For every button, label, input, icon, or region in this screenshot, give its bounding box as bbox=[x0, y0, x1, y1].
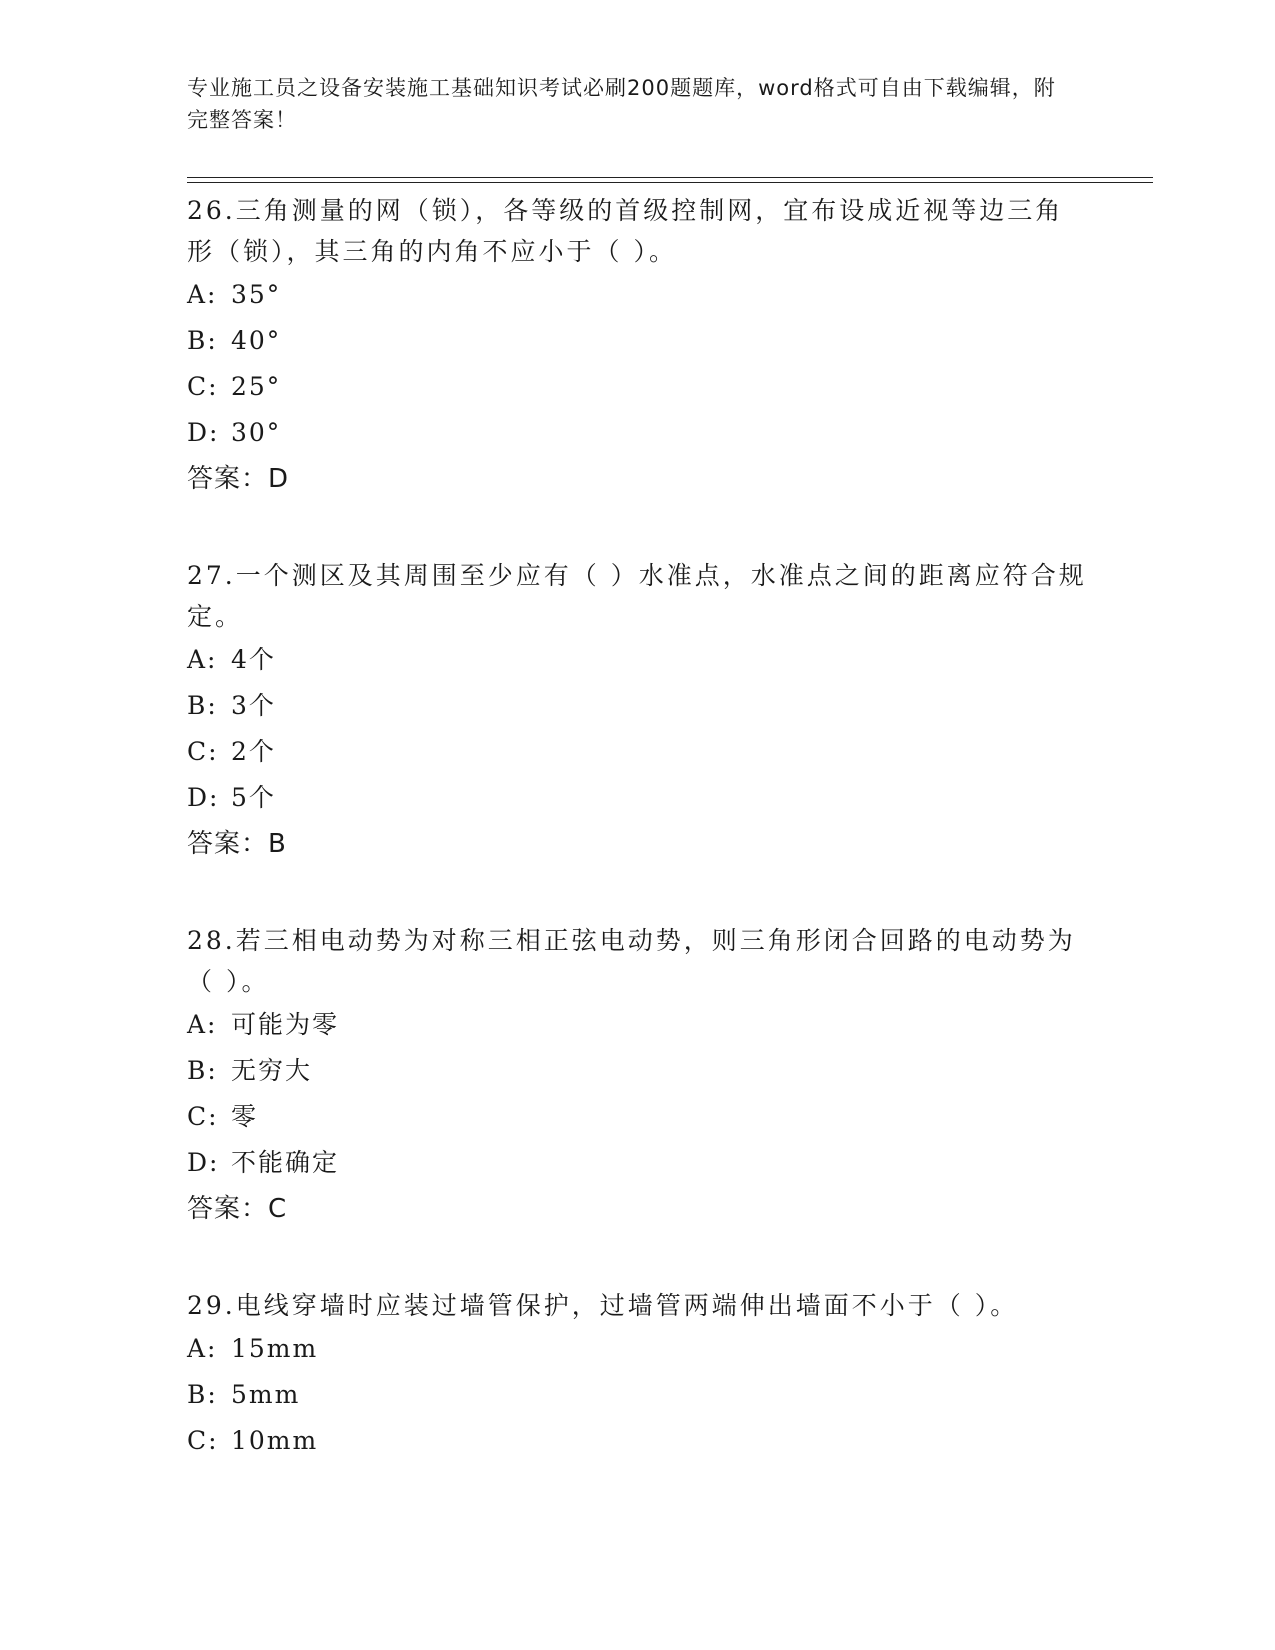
option-letter: D: bbox=[187, 1148, 220, 1177]
option-text: 3个 bbox=[231, 691, 276, 720]
question-27 bbox=[187, 555, 1087, 867]
option-letter: A: bbox=[187, 1010, 218, 1039]
header-divider-top bbox=[187, 177, 1153, 178]
question-26 bbox=[187, 190, 1087, 502]
option-text: 5个 bbox=[231, 783, 276, 812]
option-letter: B: bbox=[187, 326, 218, 355]
option-b bbox=[187, 318, 1087, 364]
header-divider-bottom bbox=[187, 182, 1153, 183]
option-a bbox=[187, 1326, 1087, 1372]
option-c bbox=[187, 364, 1087, 410]
option-text: 可能为零 bbox=[231, 1010, 340, 1039]
question-stem: 29.电线穿墙时应装过墙管保护，过墙管两端伸出墙面不小于（ ）。 bbox=[187, 1291, 1019, 1320]
option-letter: B: bbox=[187, 691, 218, 720]
option-text: 无穷大 bbox=[231, 1056, 313, 1085]
option-c bbox=[187, 1094, 1087, 1140]
option-text: 10mm bbox=[231, 1426, 319, 1455]
option-letter: B: bbox=[187, 1056, 218, 1085]
option-letter: A: bbox=[187, 645, 218, 674]
option-d bbox=[187, 410, 1087, 456]
option-letter: D: bbox=[187, 418, 220, 447]
option-letter: C: bbox=[187, 737, 219, 766]
option-text: 2个 bbox=[231, 737, 276, 766]
question-28 bbox=[187, 920, 1087, 1232]
answer-line: 答案：B bbox=[187, 829, 287, 859]
option-c bbox=[187, 1418, 1087, 1464]
question-stem: 26.三角测量的网（锁），各等级的首级控制网，宜布设成近视等边三角形（锁），其三角的内角不应小于（ ）。 bbox=[187, 196, 1064, 266]
option-a bbox=[187, 272, 1087, 318]
question-stem: 28.若三相电动势为对称三相正弦电动势，则三角形闭合回路的电动势为（ ）。 bbox=[187, 926, 1076, 996]
option-text: 4个 bbox=[231, 645, 276, 674]
option-letter: C: bbox=[187, 1102, 219, 1131]
option-letter: C: bbox=[187, 372, 219, 401]
question-stem: 27.一个测区及其周围至少应有（ ）水准点，水准点之间的距离应符合规定。 bbox=[187, 561, 1087, 631]
option-letter: A: bbox=[187, 1334, 218, 1363]
option-a bbox=[187, 637, 1087, 683]
option-text: 35° bbox=[231, 280, 282, 309]
option-letter: D: bbox=[187, 783, 220, 812]
option-d bbox=[187, 1140, 1087, 1186]
option-d bbox=[187, 775, 1087, 821]
answer-line: 答案：D bbox=[187, 464, 290, 494]
question-29 bbox=[187, 1285, 1087, 1464]
option-text: 不能确定 bbox=[231, 1148, 340, 1177]
answer-line: 答案：C bbox=[187, 1194, 288, 1224]
option-text: 40° bbox=[231, 326, 282, 355]
option-letter: A: bbox=[187, 280, 218, 309]
option-b bbox=[187, 1048, 1087, 1094]
option-text: 30° bbox=[231, 418, 282, 447]
option-letter: B: bbox=[187, 1380, 218, 1409]
option-b bbox=[187, 1372, 1087, 1418]
option-text: 零 bbox=[231, 1102, 259, 1131]
option-a bbox=[187, 1002, 1087, 1048]
option-text: 15mm bbox=[231, 1334, 319, 1363]
document-header: 专业施工员之设备安装施工基础知识考试必刷200题题库，word格式可自由下载编辑，附完整答案！ bbox=[187, 76, 1056, 132]
option-text: 5mm bbox=[231, 1380, 301, 1409]
option-letter: C: bbox=[187, 1426, 219, 1455]
option-b bbox=[187, 683, 1087, 729]
option-text: 25° bbox=[231, 372, 282, 401]
option-c bbox=[187, 729, 1087, 775]
